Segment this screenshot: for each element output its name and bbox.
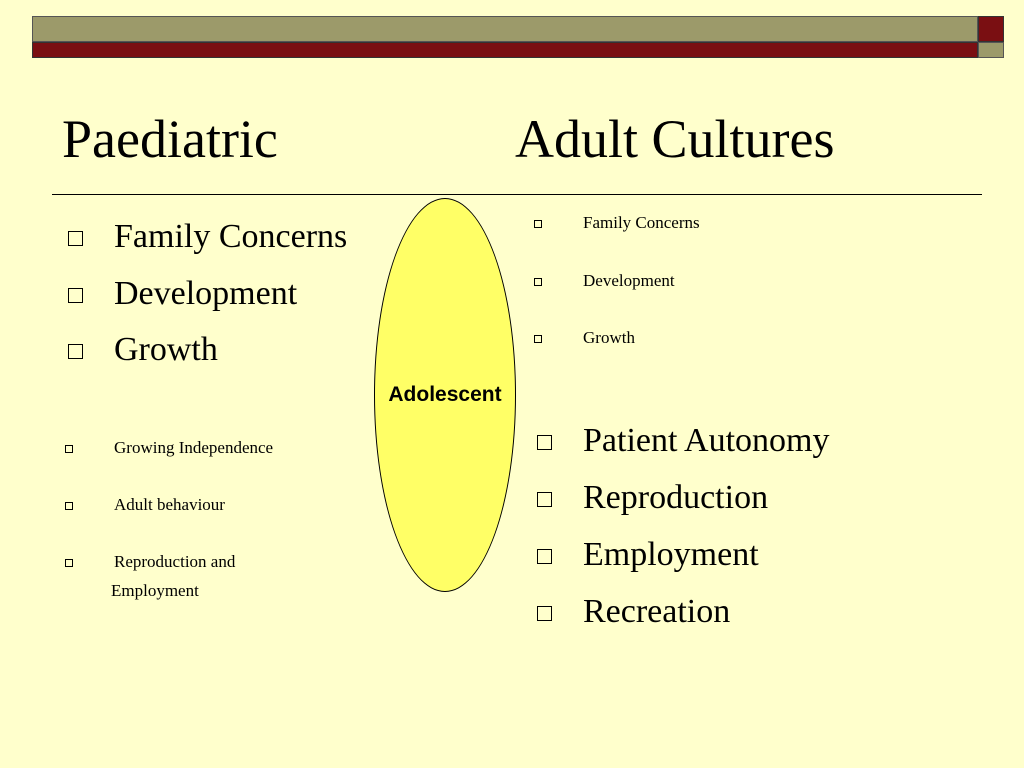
bullet-square-icon [534, 220, 542, 228]
header-corner-red [978, 16, 1004, 42]
bullet-square-icon [537, 435, 552, 450]
bullet-square-icon [537, 492, 552, 507]
bullet-square-icon [65, 559, 73, 567]
bullet-square-icon [68, 344, 83, 359]
header-bar-olive [32, 16, 978, 42]
bullet-square-icon [534, 278, 542, 286]
title-paediatric: Paediatric [62, 109, 278, 169]
bullet-square-icon [537, 549, 552, 564]
left-sub-item-continuation: Employment [111, 581, 199, 600]
title-adult-cultures: Adult Cultures [515, 109, 835, 169]
header-bar-red [32, 42, 978, 58]
bullet-square-icon [537, 606, 552, 621]
bullet-square-icon [65, 502, 73, 510]
bullet-square-icon [65, 445, 73, 453]
adolescent-label: Adolescent [388, 383, 502, 406]
bullet-square-icon [534, 335, 542, 343]
adolescent-oval [374, 198, 516, 592]
bullet-square-icon [68, 288, 83, 303]
title-divider [52, 194, 982, 195]
bullet-square-icon [68, 231, 83, 246]
header-corner-olive [978, 42, 1004, 58]
